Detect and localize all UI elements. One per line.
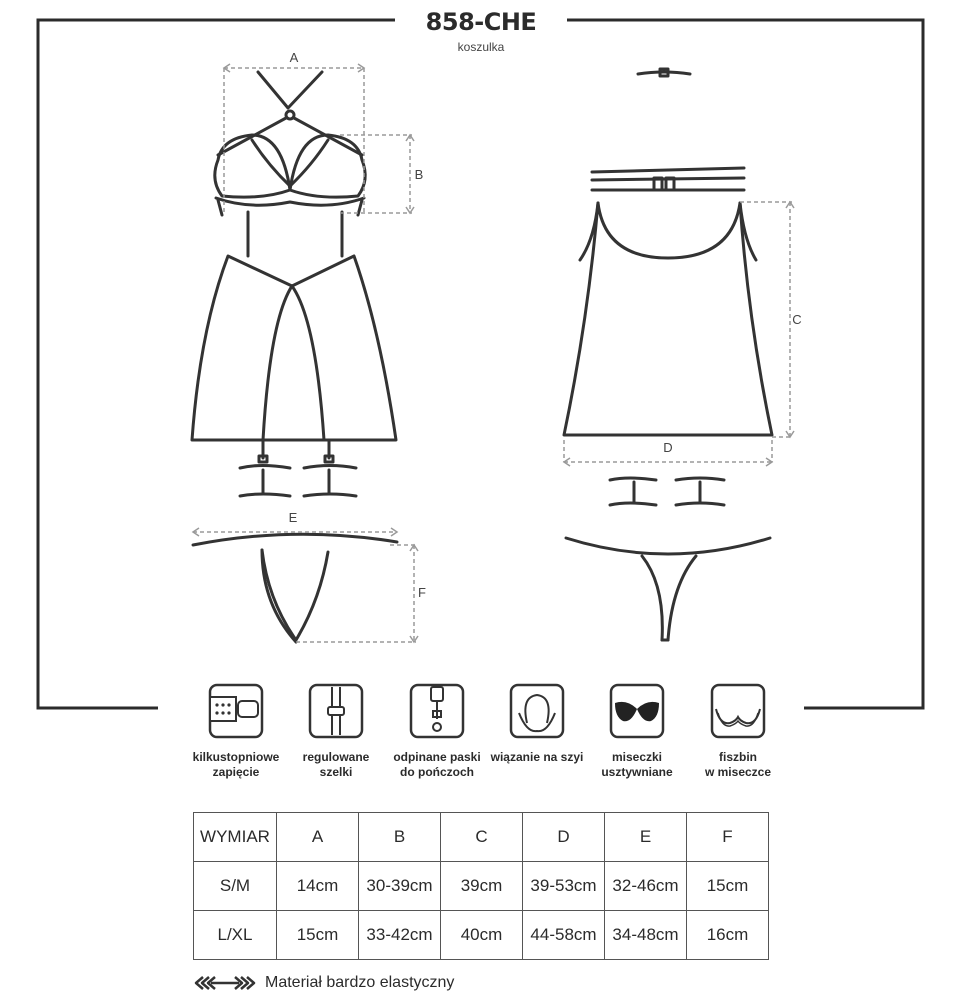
dimension-label-d: D bbox=[663, 440, 673, 455]
size-table bbox=[193, 812, 769, 960]
feature-neck-tie bbox=[482, 683, 592, 765]
table-cell: 30-39cm bbox=[359, 862, 441, 911]
table-cell: 32-46cm bbox=[605, 862, 687, 911]
feature-label: miseczki usztywniane bbox=[601, 750, 673, 779]
table-cell: 39cm bbox=[441, 862, 523, 911]
table-cell: L/XL bbox=[194, 911, 277, 960]
dimension-label-f: F bbox=[418, 585, 426, 600]
feature-label: regulowane szelki bbox=[302, 750, 370, 779]
product-code: 858-CHE bbox=[425, 8, 537, 36]
feature-underwire bbox=[683, 683, 793, 780]
table-cell: 14cm bbox=[277, 862, 359, 911]
material-note bbox=[193, 972, 454, 994]
table-header-cell: E bbox=[605, 813, 687, 862]
neck-tie-icon bbox=[509, 683, 565, 739]
padded-cups-icon bbox=[609, 683, 665, 739]
table-row bbox=[194, 862, 769, 911]
table-header-cell: A bbox=[277, 813, 359, 862]
table-row bbox=[194, 911, 769, 960]
feature-label: wiązanie na szyi bbox=[490, 750, 584, 764]
table-header-cell: F bbox=[687, 813, 769, 862]
dimension-label-a: A bbox=[289, 50, 299, 65]
feature-label: kilkustopniowe zapięcie bbox=[192, 750, 280, 779]
front-chemise-drawing bbox=[192, 72, 396, 496]
feature-detachable-garter bbox=[382, 683, 492, 780]
table-header-cell: WYMIAR bbox=[194, 813, 277, 862]
feature-label: fiszbin w miseczce bbox=[704, 750, 772, 779]
product-type: koszulka bbox=[457, 40, 505, 54]
feature-padded-cups bbox=[582, 683, 692, 780]
table-cell: 16cm bbox=[687, 911, 769, 960]
table-header-cell: D bbox=[523, 813, 605, 862]
underwire-icon bbox=[710, 683, 766, 739]
feature-multi-hook-closure bbox=[181, 683, 291, 780]
table-cell: 44-58cm bbox=[523, 911, 605, 960]
dimension-label-b: B bbox=[414, 167, 424, 182]
dimension-arrowheads bbox=[193, 64, 794, 642]
feature-label: odpinane paski do pończoch bbox=[393, 750, 481, 779]
feature-adjustable-strap bbox=[281, 683, 391, 780]
table-header-cell: B bbox=[359, 813, 441, 862]
table-cell: S/M bbox=[194, 862, 277, 911]
table-cell: 15cm bbox=[277, 911, 359, 960]
front-thong-drawing bbox=[193, 534, 397, 642]
dimension-label-e: E bbox=[288, 510, 298, 525]
stretch-arrows-icon bbox=[193, 975, 257, 991]
table-cell: 15cm bbox=[687, 862, 769, 911]
dimension-label-c: C bbox=[792, 312, 802, 327]
dimension-lines bbox=[193, 68, 792, 642]
table-header-row bbox=[194, 813, 769, 862]
material-note-text: Materiał bardzo elastyczny bbox=[265, 974, 455, 991]
adjustable-strap-icon bbox=[308, 683, 364, 739]
table-cell: 34-48cm bbox=[605, 911, 687, 960]
table-cell: 39-53cm bbox=[523, 862, 605, 911]
table-header-cell: C bbox=[441, 813, 523, 862]
detachable-garter-icon bbox=[409, 683, 465, 739]
table-cell: 40cm bbox=[441, 911, 523, 960]
multi-hook-closure-icon bbox=[208, 683, 264, 739]
back-thong-drawing bbox=[566, 538, 770, 640]
table-cell: 33-42cm bbox=[359, 911, 441, 960]
